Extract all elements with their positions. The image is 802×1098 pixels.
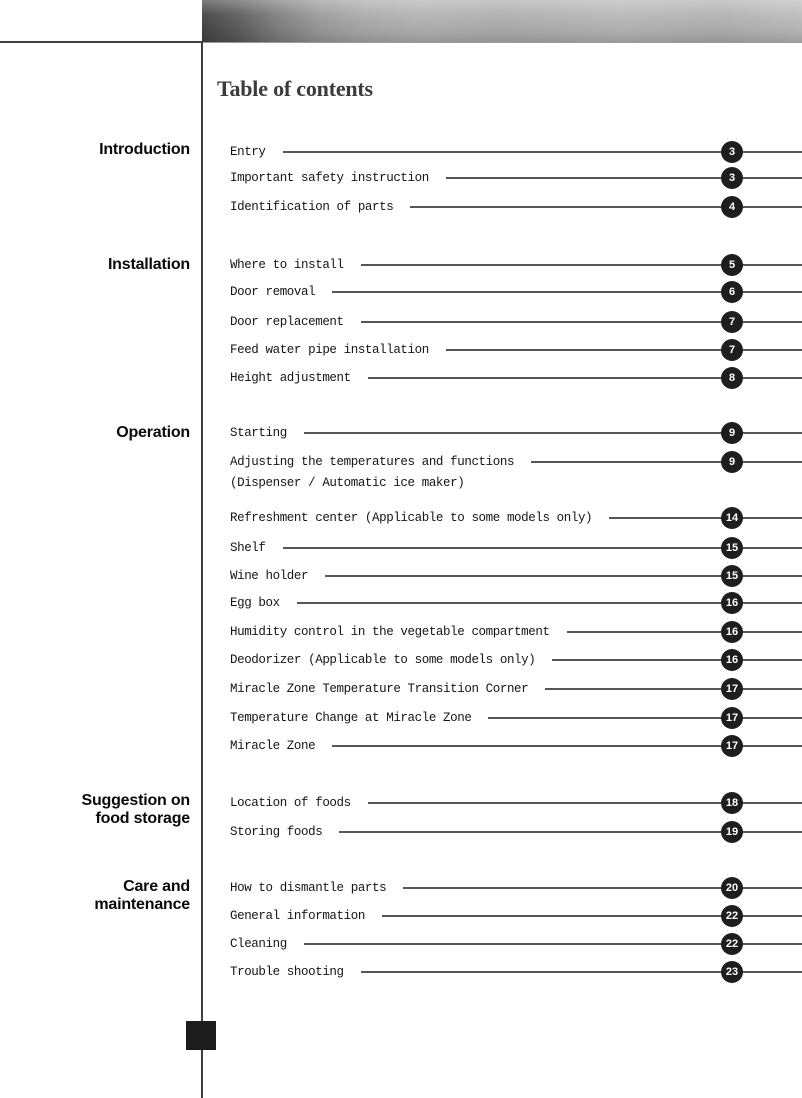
toc-row bbox=[230, 565, 802, 587]
leader-line bbox=[567, 631, 802, 633]
section-heading bbox=[0, 424, 190, 442]
toc-entry-label: Door removal bbox=[230, 285, 316, 299]
toc-row bbox=[230, 167, 802, 189]
toc-entry-label: Shelf bbox=[230, 541, 266, 555]
toc-entry-label: Temperature Change at Miracle Zone bbox=[230, 711, 472, 725]
toc-entry-label: Wine holder bbox=[230, 569, 309, 583]
toc-entry-label: Location of foods bbox=[230, 796, 351, 810]
toc-entry-label: Starting bbox=[230, 426, 287, 440]
section-heading-line: Suggestion on bbox=[81, 792, 190, 809]
toc-row bbox=[230, 254, 802, 276]
page-number-badge: 16 bbox=[721, 649, 743, 671]
page-number-badge: 7 bbox=[721, 311, 743, 333]
top-gradient-banner bbox=[202, 0, 802, 43]
toc-entry-label: Miracle Zone bbox=[230, 739, 316, 753]
toc-row bbox=[230, 196, 802, 218]
page-number-badge: 4 bbox=[721, 196, 743, 218]
page-number-badge: 7 bbox=[721, 339, 743, 361]
page-number-badge: 16 bbox=[721, 592, 743, 614]
toc-entry-label: Humidity control in the vegetable compartment bbox=[230, 625, 550, 639]
toc-entry-label: Deodorizer (Applicable to some models only) bbox=[230, 653, 536, 667]
page-number-badge: 3 bbox=[721, 141, 743, 163]
page-number-badge: 17 bbox=[721, 707, 743, 729]
toc-entry-label: Feed water pipe installation bbox=[230, 343, 429, 357]
leader-line bbox=[446, 177, 802, 179]
page-number-badge: 17 bbox=[721, 678, 743, 700]
toc-row bbox=[230, 649, 802, 671]
page-number-badge: 14 bbox=[721, 507, 743, 529]
vertical-divider-rule bbox=[201, 41, 203, 1098]
page-number-badge: 5 bbox=[721, 254, 743, 276]
top-horizontal-rule bbox=[0, 41, 202, 43]
leader-line bbox=[545, 688, 802, 690]
toc-row bbox=[230, 735, 802, 757]
section-heading-line: maintenance bbox=[94, 896, 190, 913]
section-heading-line: Operation bbox=[116, 424, 190, 441]
page-number-badge: 20 bbox=[721, 877, 743, 899]
page-number-badge: 18 bbox=[721, 792, 743, 814]
toc-entry-label: (Dispenser / Automatic ice maker) bbox=[230, 476, 465, 490]
page-number-badge: 22 bbox=[721, 933, 743, 955]
leader-line bbox=[488, 717, 802, 719]
toc-entry-label: Egg box bbox=[230, 596, 280, 610]
toc-row bbox=[230, 961, 802, 983]
toc-entry-label: How to dismantle parts bbox=[230, 881, 387, 895]
toc-entry-label: Where to install bbox=[230, 258, 344, 272]
section-heading-line: Care and bbox=[123, 878, 190, 895]
section-heading-line: Installation bbox=[107, 256, 190, 273]
section-heading bbox=[0, 792, 190, 828]
toc-row bbox=[230, 339, 802, 361]
toc-row bbox=[230, 141, 802, 163]
page-number-badge: 17 bbox=[721, 735, 743, 757]
toc-row bbox=[230, 792, 802, 814]
section-heading bbox=[0, 256, 190, 274]
page-number-badge: 6 bbox=[721, 281, 743, 303]
toc-entry-label: Adjusting the temperatures and functions bbox=[230, 455, 515, 469]
toc-entry-label: Cleaning bbox=[230, 937, 287, 951]
toc-entry-label: Miracle Zone Temperature Transition Corner bbox=[230, 682, 529, 696]
page-number-badge: 9 bbox=[721, 451, 743, 473]
toc-entry-label: Door replacement bbox=[230, 315, 344, 329]
leader-line bbox=[609, 517, 802, 519]
toc-entry-label: General information bbox=[230, 909, 365, 923]
section-heading-line: Introduction bbox=[99, 141, 190, 158]
page-title: Table of contents bbox=[217, 76, 373, 101]
toc-row bbox=[230, 537, 802, 559]
page-number-badge: 19 bbox=[721, 821, 743, 843]
toc-row bbox=[230, 821, 802, 843]
toc-row bbox=[230, 905, 802, 927]
toc-row bbox=[230, 707, 802, 729]
section-heading bbox=[0, 878, 190, 914]
page-number-badge: 16 bbox=[721, 621, 743, 643]
leader-line bbox=[531, 461, 802, 463]
leader-line bbox=[446, 349, 802, 351]
toc-row bbox=[230, 367, 802, 389]
leader-line bbox=[410, 206, 802, 208]
toc-entry-label: Identification of parts bbox=[230, 200, 394, 214]
toc-row bbox=[230, 933, 802, 955]
toc-entry-label: Trouble shooting bbox=[230, 965, 344, 979]
toc-row bbox=[230, 877, 802, 899]
toc-entry-label: Storing foods bbox=[230, 825, 323, 839]
toc-entry-label: Height adjustment bbox=[230, 371, 351, 385]
page-number-badge: 23 bbox=[721, 961, 743, 983]
toc-row bbox=[230, 621, 802, 643]
toc-entry-label: Refreshment center (Applicable to some models only) bbox=[230, 511, 593, 525]
page-number-badge: 9 bbox=[721, 422, 743, 444]
section-heading bbox=[0, 141, 190, 159]
toc-entry-label: Important safety instruction bbox=[230, 171, 429, 185]
toc-entry-label: Entry bbox=[230, 145, 266, 159]
section-heading-line: food storage bbox=[95, 810, 190, 827]
toc-row bbox=[230, 311, 802, 333]
leader-line bbox=[552, 659, 802, 661]
toc-row bbox=[230, 592, 802, 614]
page-number-badge: 8 bbox=[721, 367, 743, 389]
toc-row bbox=[230, 507, 802, 529]
page-number-badge: 3 bbox=[721, 167, 743, 189]
toc-row bbox=[230, 451, 802, 473]
toc-row bbox=[230, 281, 802, 303]
toc-row bbox=[230, 472, 802, 494]
footer-square-marker bbox=[186, 1021, 216, 1050]
toc-row bbox=[230, 422, 802, 444]
page-number-badge: 15 bbox=[721, 537, 743, 559]
page-number-badge: 15 bbox=[721, 565, 743, 587]
page-number-badge: 22 bbox=[721, 905, 743, 927]
toc-row bbox=[230, 678, 802, 700]
